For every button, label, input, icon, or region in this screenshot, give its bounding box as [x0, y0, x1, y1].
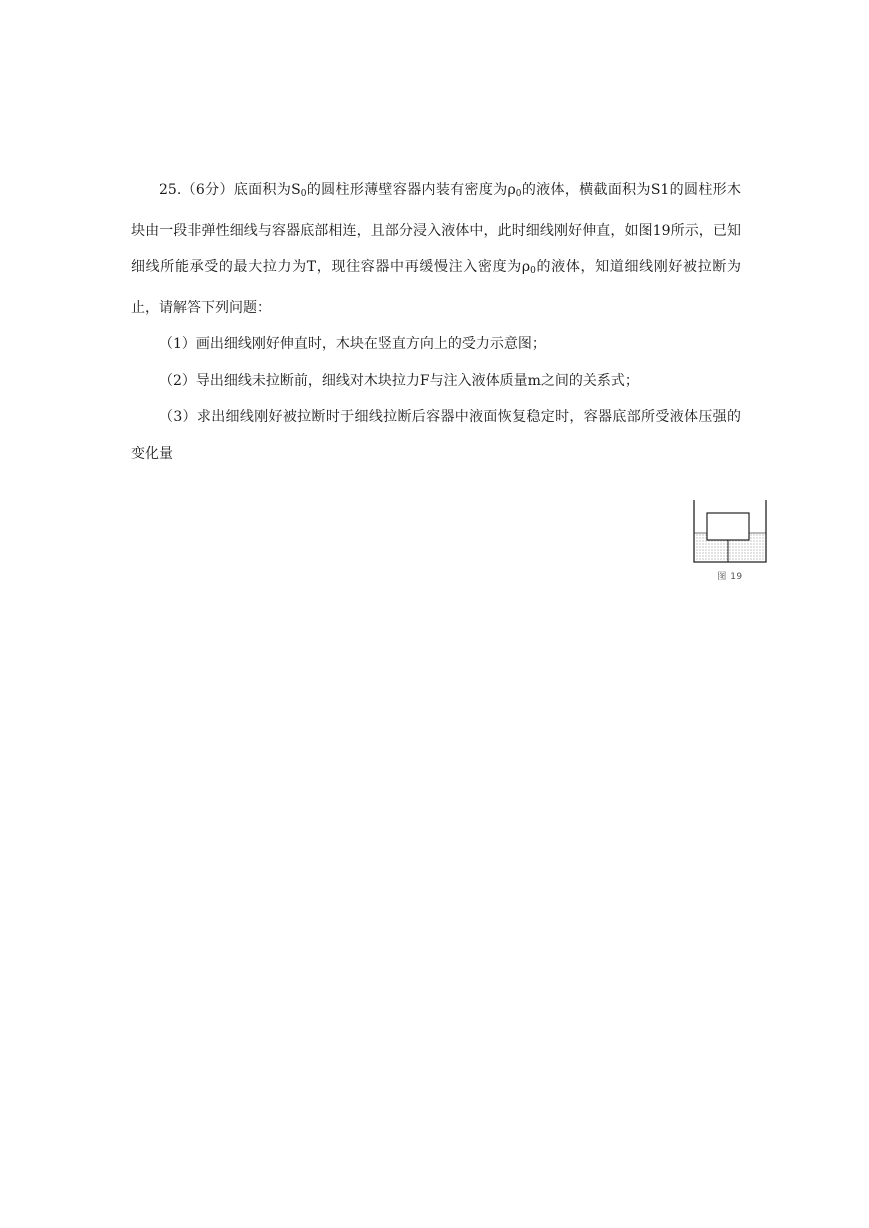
sub-question-2: （2）导出细线未拉断前，细线对木块拉力F与注入液体质量m之间的关系式； [159, 372, 639, 389]
question-stem [131, 172, 741, 326]
subscript-rho0: 0 [515, 189, 522, 199]
figure-19 [690, 498, 770, 584]
subscript-s0: 0 [300, 189, 307, 199]
sub-question-1: （1）画出细线刚好伸直时，木块在竖直方向上的受力示意图； [159, 336, 546, 352]
question-25 [131, 172, 741, 472]
stem-part-3: 的液体，横截面积为S1的圆柱形木块由一段非弹性细线与容器底部相连，且部分浸入液体中，此时细线刚好伸直，如图19所示，已知细线所能承受的最大拉力为T，现往容器中再缓慢注入密度为ρ [131, 182, 742, 275]
stem-part-4: 的液体，知道细线刚好被拉断为止，请解答下列问题： [131, 259, 742, 316]
figure-caption: 图 19 [717, 572, 743, 582]
wooden-block [707, 513, 749, 540]
sub-question-3: （3）求出细线刚好被拉断时于细线拉断后容器中液面恢复稳定时，容器底部所受液体压强的变化量 [131, 409, 741, 462]
subscript-rho0-2: 0 [530, 266, 536, 276]
container-diagram [690, 498, 770, 568]
stem-part-1: 25.（6分）底面积为S [159, 182, 301, 198]
stem-part-2: 的圆柱形薄壁容器内装有密度为ρ [306, 182, 516, 198]
